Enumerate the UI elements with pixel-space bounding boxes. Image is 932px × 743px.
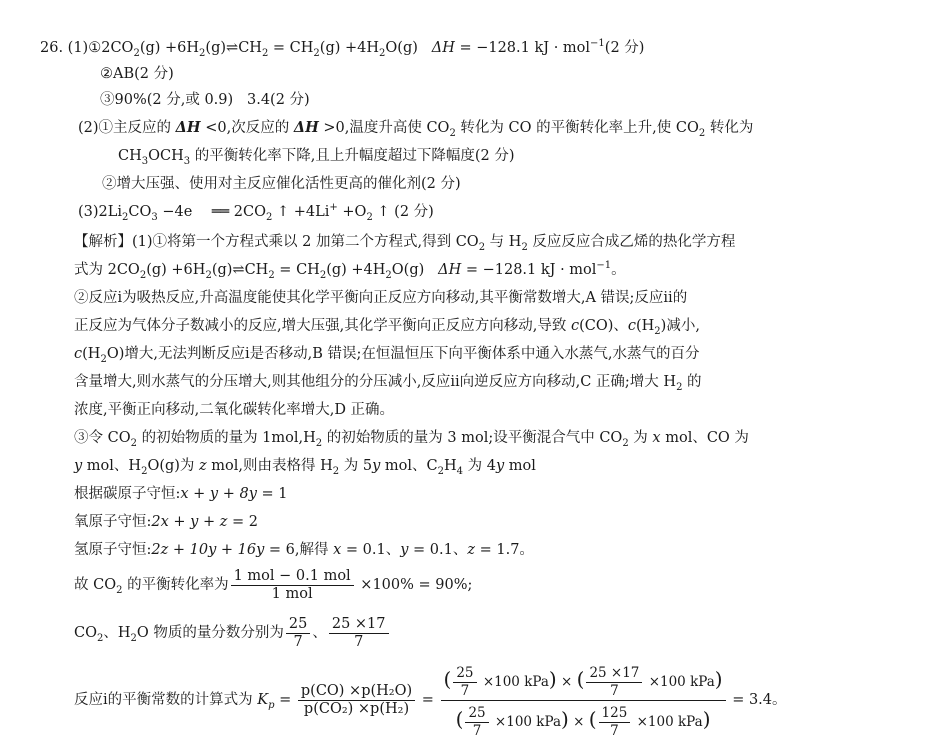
equilibrium-constant: 反应ⅰ的平衡常数的计算式为 $K_p$ = $\frac{\text{p(CO) ×p(H₂O)}}{\text{p(CO₂) ×p(H₂)}}$ = ( $\frac{25}{7}$ ×100 kPa) × ( $\frac{25 \times 17}{7}$ ×100 kPa) ( $\frac{25}{7}$ ×100 kPa) × ( $\frac{125}{7}$ ×100 kPa) = 3.4。 <box>74 660 787 740</box>
answer-line-7: $(3)2Li_2CO_3 -4e$ ══ $2CO_2$ ↑ $+4Li^+ +O_2$ ↑ (2 分) <box>78 202 434 223</box>
answer-line-2: ②AB(2 分) <box>100 66 174 82</box>
hydrogen-conservation: 氢原子守恒:2z + 10y + 16y = 6,解得 x = 0.1、y = 0.1、z = 1.7。 <box>74 542 534 558</box>
equilibrium-arrow-icon: ⇌ <box>226 40 239 56</box>
answer-line-5: $CH_3OCH_3$ 的平衡转化率下降,且上升幅度超过下降幅度(2 分) <box>118 148 515 167</box>
analysis-line-1: 【解析】(1)①将第一个方程式乘以 2 加第二个方程式,得到 $CO_2$ 与 $H_2$ 反应反应合成乙烯的热化学方程 <box>74 234 736 253</box>
fraction: $\frac{25 \times 17}{7}$ <box>329 616 389 651</box>
mole-fractions: $CO_2$、$H_2O$ 物质的量分数分别为 $\frac{25}{7}$ 、 $\frac{25 \times 17}{7}$ <box>74 614 391 652</box>
equilibrium-arrow-icon: ⇌ <box>232 262 245 278</box>
answer-line-3: ③90%(2 分,或 0.9) 3.4(2 分) <box>100 92 310 108</box>
analysis-line-2: 式为 $2CO_2(g)$ $+6H_2(g)\rightleftharpoons CH_2 = CH_2(g) +4H_2O(g)$ ΔH = −128.1 kJ · mol$^{-1}$。 <box>74 260 626 281</box>
answer-line-6: ②增大压强、使用对主反应催化活性更高的催化剂(2 分) <box>102 176 461 192</box>
analysis-line-9: y mol、$H_2O(g)$为 z mol,则由表格得 $H_2$ 为 5y mol、$C_2H_4$ 为 4y mol <box>74 458 536 477</box>
analysis-line-3: ②反应ⅰ为吸热反应,升高温度能使其化学平衡向正反应方向移动,其平衡常数增大,A 错误;反应ⅱ的 <box>74 290 688 306</box>
oxygen-conservation: 氧原子守恒:2x + y + z = 2 <box>74 514 258 530</box>
analysis-line-6: 含量增大,则水蒸气的分压增大,则其他组分的分压减小,反应ⅱ向逆反应方向移动,C 正确;增大 $H_2$ 的 <box>74 374 702 393</box>
question-number: 26. <box>40 40 64 56</box>
kp-numeric: ( $\frac{25}{7}$ ×100 kPa) × ( $\frac{25 \times 17}{7}$ ×100 kPa) ( $\frac{25}{7}$ ×100 kPa) × ( $\frac{125}{7}$ ×100 kPa) <box>441 661 726 740</box>
equals-arrow-icon: ══ <box>211 204 230 220</box>
fraction: $\frac{25}{7}$ <box>286 616 310 651</box>
analysis-line-7: 浓度,平衡正向移动,二氧化碳转化率增大,D 正确。 <box>74 402 395 418</box>
analysis-line-8: ③令 $CO_2$ 的初始物质的量为 $1mol,H_2$ 的初始物质的量为 3 mol;设平衡混合气中 $CO_2$ 为 x mol、CO 为 <box>74 430 749 449</box>
analysis-line-5: $c(H_2O)$增大,无法判断反应ⅰ是否移动,B 错误;在恒温恒压下向平衡体系中通入水蒸气,水蒸气的百分 <box>74 346 700 365</box>
conversion-rate: 故 $CO_2$ 的平衡转化率为 $\frac{\text{1 mol − 0.1 mol}}{\text{1 mol}}$ ×100% = 90%; <box>74 567 473 602</box>
analysis-line-4: 正反应为气体分子数减小的反应,增大压强,其化学平衡向正反应方向移动,导致 c(CO)、$c(H_2)$减小, <box>74 318 700 337</box>
answer-line-4: (2)①主反应的 ΔH <0,次反应的 ΔH >0,温度升高使 $CO_2$ 转化为 CO 的平衡转化率上升,使 $CO_2$ 转化为 <box>78 119 754 139</box>
carbon-conservation: 根据碳原子守恒:x + y + 8y = 1 <box>74 486 288 502</box>
kp-expression: $\frac{\text{p(CO) ×p(H₂O)}}{\text{p(CO₂) ×p(H₂)}}$ <box>298 683 415 718</box>
answer-line-1: 26. $(1)①2CO_2(g)$ $+6H_2(g)\rightleftharpoons CH_2 = CH_2(g) +4H_2O(g)$ ΔH = −128.1 kJ · mol$^{-1}$(2 分) <box>40 38 645 59</box>
fraction: $\frac{\text{1 mol − 0.1 mol}}{\text{1 mol}}$ <box>231 568 354 603</box>
